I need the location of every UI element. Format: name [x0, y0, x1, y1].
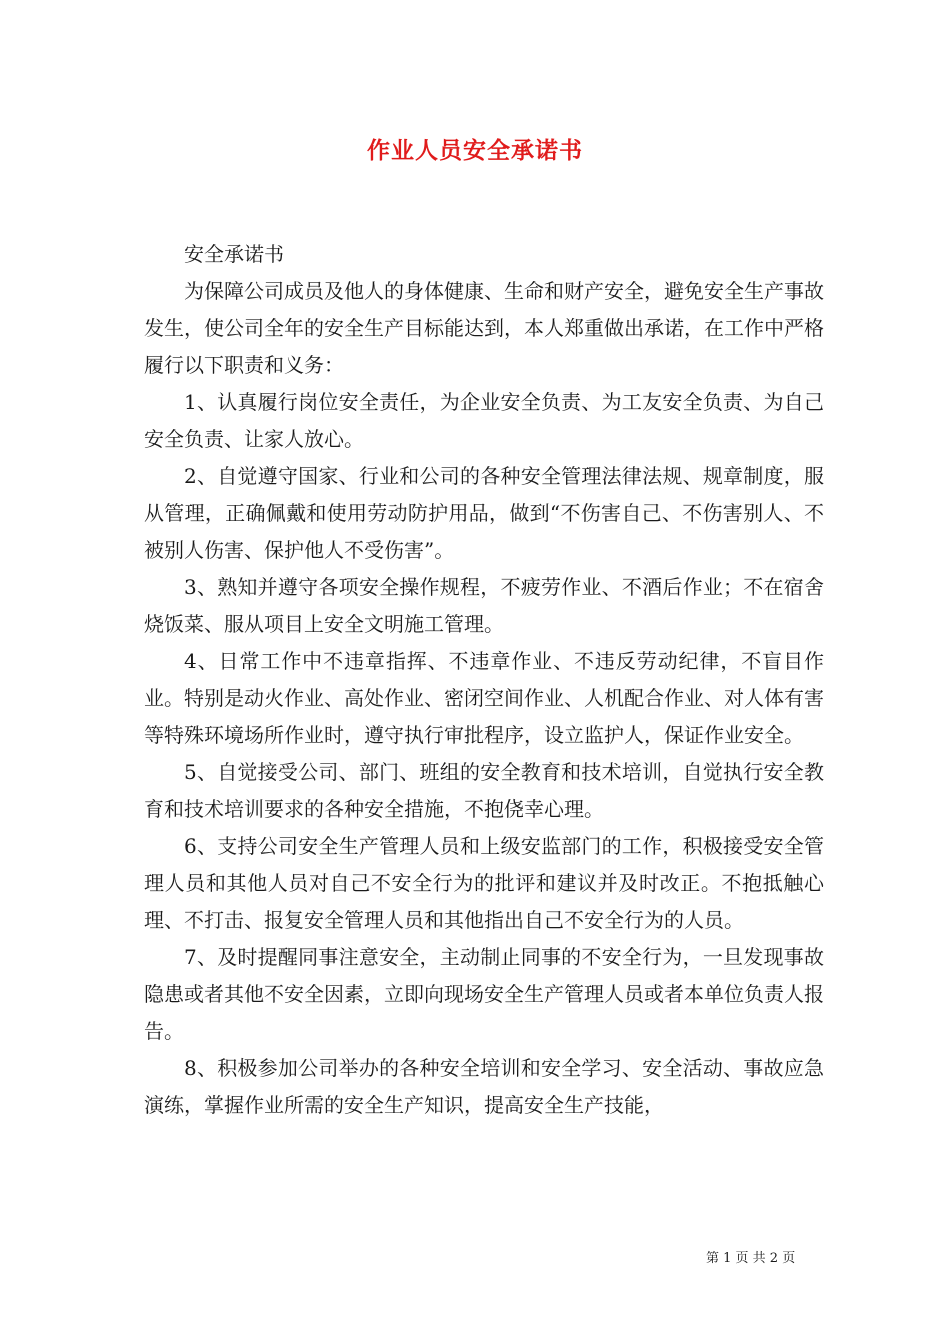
- paragraph-item-1: 1、认真履行岗位安全责任，为企业安全负责、为工友安全负责、为自己安全负责、让家人放心。: [144, 390, 824, 451]
- paragraph-heading: 安全承诺书: [184, 242, 284, 266]
- document-title: 作业人员安全承诺书: [367, 137, 583, 164]
- paragraph-item-8: 8、积极参加公司举办的各种安全培训和安全学习、安全活动、事故应急演练，掌握作业所需的安全生产知识，提高安全生产技能，: [144, 1056, 824, 1117]
- paragraph-item-6: 6、支持公司安全生产管理人员和上级安监部门的工作，积极接受安全管理人员和其他人员对自己不安全行为的批评和建议并及时改正。不抱抵触心理、不打击、报复安全管理人员和其他指出自己不安全行为的人员。: [144, 834, 824, 932]
- paragraph-item-2: 2、自觉遵守国家、行业和公司的各种安全管理法律法规、规章制度，服从管理，正确佩戴和使用劳动防护用品，做到“不伤害自己、不伤害别人、不被别人伤害、保护他人不受伤害”。: [144, 464, 824, 562]
- paragraph-item-5: 5、自觉接受公司、部门、班组的安全教育和技术培训，自觉执行安全教育和技术培训要求的各种安全措施，不抱侥幸心理。: [144, 760, 824, 821]
- paragraph-item-3: 3、熟知并遵守各项安全操作规程，不疲劳作业、不酒后作业；不在宿舍烧饭菜、服从项目上安全文明施工管理。: [144, 575, 824, 636]
- paragraph-item-4: 4、日常工作中不违章指挥、不违章作业、不违反劳动纪律，不盲目作业。特别是动火作业、高处作业、密闭空间作业、人机配合作业、对人体有害等特殊环境场所作业时，遵守执行审批程序，设立监护人，保证作业安全。: [144, 649, 824, 747]
- paragraph-item-7: 7、及时提醒同事注意安全，主动制止同事的不安全行为，一旦发现事故隐患或者其他不安全因素，立即向现场安全生产管理人员或者本单位负责人报告。: [144, 945, 824, 1043]
- paragraph-intro: 为保障公司成员及他人的身体健康、生命和财产安全，避免安全生产事故发生，使公司全年的安全生产目标能达到，本人郑重做出承诺，在工作中严格履行以下职责和义务：: [144, 279, 824, 377]
- page-number: 第 1 页 共 2 页: [706, 1251, 796, 1266]
- document-body: [144, 236, 824, 1124]
